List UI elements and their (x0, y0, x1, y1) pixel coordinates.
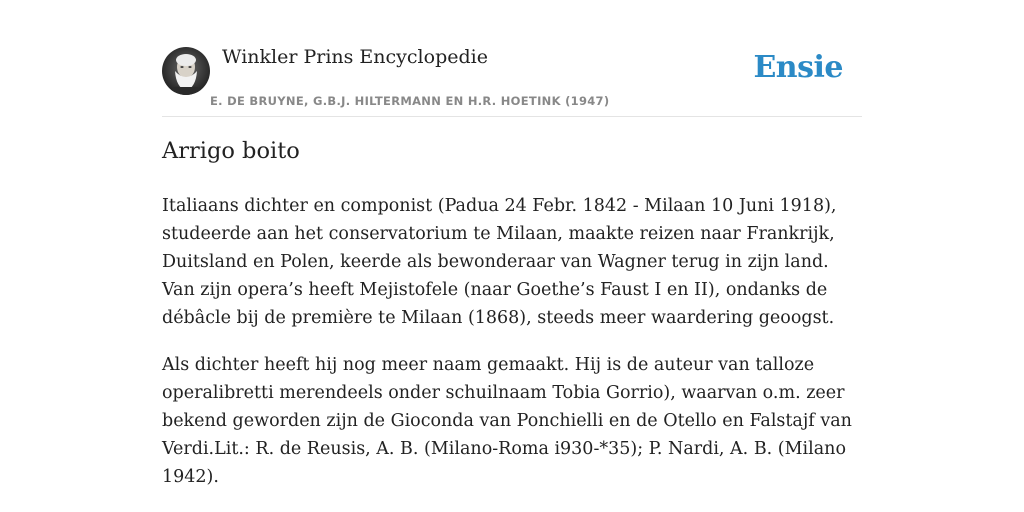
site-header (162, 44, 862, 117)
article-paragraph: Italiaans dichter en componist (Padua 24 Febr. 1842 - Milaan 10 Juni 1918), studeerde aan het conservatorium te Milaan, maakte reizen naar Frankrijk, Duitsland en Polen, keerde als bewonderaar van Wagner terug in zijn land. Van zijn opera’s heeft Mejistofele (naar Goethe’s Faust I en II), ondanks de débâcle bij de première te Milaan (1868), steeds meer waardering geoogst. (162, 196, 837, 328)
article-title: Arrigo boito (162, 138, 300, 164)
site-title[interactable]: Winkler Prins Encyclopedie (222, 46, 488, 68)
author-avatar-icon (162, 47, 210, 95)
article-paragraph: Als dichter heeft hij nog meer naam gemaakt. Hij is de auteur van talloze operalibretti merendeels onder schuilnaam Tobia Gorrio), waarvan o.m. zeer bekend geworden zijn de Gioconda van Ponchielli en de Otello en Falstajf van Verdi.Lit.: R. de Reusis, A. B. (Milano-Roma i930-*35); P. Nardi, A. B. (Milano 1942). (162, 355, 852, 487)
article-body (162, 192, 862, 510)
brand-logo-link[interactable]: Ensie (753, 50, 843, 85)
author-byline: E. DE BRUYNE, G.B.J. HILTERMANN EN H.R. HOETINK (1947) (210, 94, 610, 108)
